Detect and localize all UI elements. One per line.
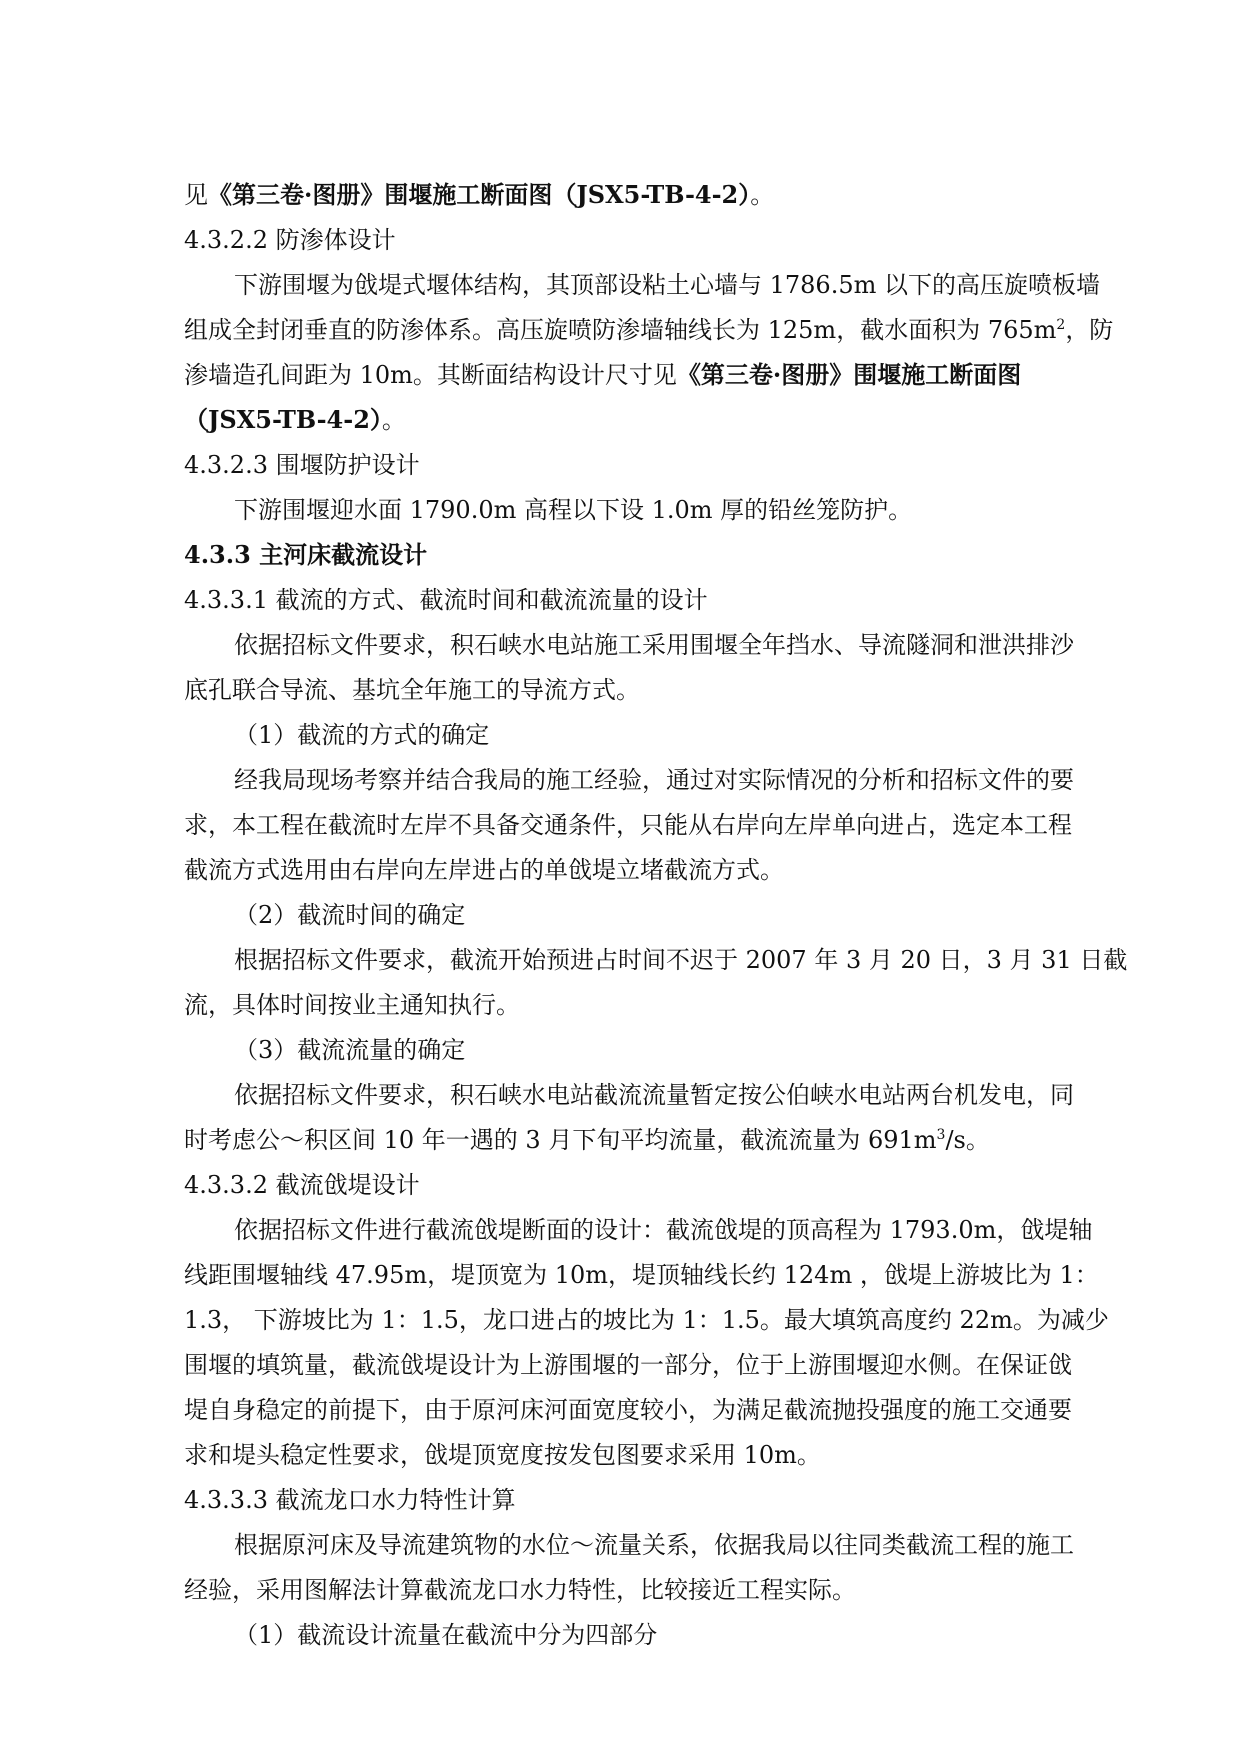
paragraph-line: 依据招标文件要求，积石峡水电站截流流量暂定按公伯峡水电站两台机发电，同 xyxy=(234,1081,1074,1109)
superscript: 3 xyxy=(936,1127,946,1143)
paragraph-line: 底孔联合导流、基坑全年施工的导流方式。 xyxy=(184,676,640,704)
paragraph-line: 线距围堰轴线 47.95m，堤顶宽为 10m，堤顶轴线长约 124m ，戗堤上游坡比为 1： xyxy=(184,1261,1099,1289)
text-segment: 渗墙造孔间距为 10m。其断面结构设计尺寸见 xyxy=(184,361,677,389)
paragraph-line: 围堰的填筑量，截流戗堤设计为上游围堰的一部分，位于上游围堰迎水侧。在保证戗 xyxy=(184,1351,1072,1379)
paragraph-line: 根据原河床及导流建筑物的水位～流量关系，依据我局以往同类截流工程的施工 xyxy=(234,1531,1074,1559)
drawing-reference: 《第三卷·图册》围堰施工断面图（JSX5-TB-4-2） xyxy=(208,180,751,209)
subheading: （1）截流设计流量在截流中分为四部分 xyxy=(234,1621,658,1649)
drawing-reference: 《第三卷·图册》围堰施工断面图 xyxy=(676,360,1022,389)
text-segment: ，防 xyxy=(1065,316,1114,344)
reference-line xyxy=(184,178,774,212)
section-heading-4-3-2-3: 4.3.2.3 围堰防护设计 xyxy=(184,451,420,479)
paragraph-line: 截流方式选用由右岸向左岸进占的单戗堤立堵截流方式。 xyxy=(184,856,784,884)
superscript: 2 xyxy=(1056,317,1066,333)
paragraph-line: 求和堤头稳定性要求，戗堤顶宽度按发包图要求采用 10m。 xyxy=(184,1441,821,1469)
section-heading-4-3-3: 4.3.3 主河床截流设计 xyxy=(184,540,428,569)
paragraph-line xyxy=(184,1123,990,1157)
section-heading-4-3-2-2: 4.3.2.2 防渗体设计 xyxy=(184,226,396,254)
reference-prefix: 见 xyxy=(184,181,208,209)
subheading: （1）截流的方式的确定 xyxy=(234,721,490,749)
subheading: （3）截流流量的确定 xyxy=(234,1036,466,1064)
text-segment: /s。 xyxy=(945,1126,990,1154)
section-heading-4-3-3-2: 4.3.3.2 截流戗堤设计 xyxy=(184,1171,420,1199)
paragraph-line xyxy=(184,313,1113,347)
paragraph-line: 依据招标文件要求，积石峡水电站施工采用围堰全年挡水、导流隧洞和泄洪排沙 xyxy=(234,631,1074,659)
paragraph-line: 下游围堰为戗堤式堰体结构，其顶部设粘土心墙与 1786.5m 以下的高压旋喷板墙 xyxy=(234,271,1100,299)
drawing-code: （JSX5-TB-4-2） xyxy=(184,405,382,434)
paragraph-line xyxy=(184,358,1021,392)
paragraph-line: 流，具体时间按业主通知执行。 xyxy=(184,991,520,1019)
text-segment: 。 xyxy=(381,406,406,434)
paragraph-line: 经验，采用图解法计算截流龙口水力特性，比较接近工程实际。 xyxy=(184,1576,856,1604)
paragraph-line: 堤自身稳定的前提下，由于原河床河面宽度较小，为满足截流抛投强度的施工交通要 xyxy=(184,1396,1072,1424)
subheading: （2）截流时间的确定 xyxy=(234,901,466,929)
text-segment: 时考虑公～积区间 10 年一遇的 3 月下旬平均流量，截流流量为 691m xyxy=(184,1126,937,1154)
paragraph-line: 下游围堰迎水面 1790.0m 高程以下设 1.0m 厚的铅丝笼防护。 xyxy=(234,496,913,524)
section-heading-4-3-3-3: 4.3.3.3 截流龙口水力特性计算 xyxy=(184,1486,516,1514)
paragraph-line: 求，本工程在截流时左岸不具备交通条件，只能从右岸向左岸单向进占，选定本工程 xyxy=(184,811,1072,839)
section-heading-4-3-3-1: 4.3.3.1 截流的方式、截流时间和截流流量的设计 xyxy=(184,586,708,614)
paragraph-line: 依据招标文件进行截流戗堤断面的设计：截流戗堤的顶高程为 1793.0m，戗堤轴 xyxy=(234,1216,1093,1244)
paragraph-line: 1.3， 下游坡比为 1：1.5，龙口进占的坡比为 1：1.5。最大填筑高度约 22m。为减少 xyxy=(184,1306,1109,1334)
text-segment: 组成全封闭垂直的防渗体系。高压旋喷防渗墙轴线长为 125m，截水面积为 765m xyxy=(184,316,1057,344)
paragraph-line xyxy=(184,403,406,437)
reference-suffix: 。 xyxy=(750,181,775,209)
paragraph-line: 根据招标文件要求，截流开始预进占时间不迟于 2007 年 3 月 20 日，3 月 31 日截 xyxy=(234,946,1128,974)
paragraph-line: 经我局现场考察并结合我局的施工经验，通过对实际情况的分析和招标文件的要 xyxy=(234,766,1074,794)
